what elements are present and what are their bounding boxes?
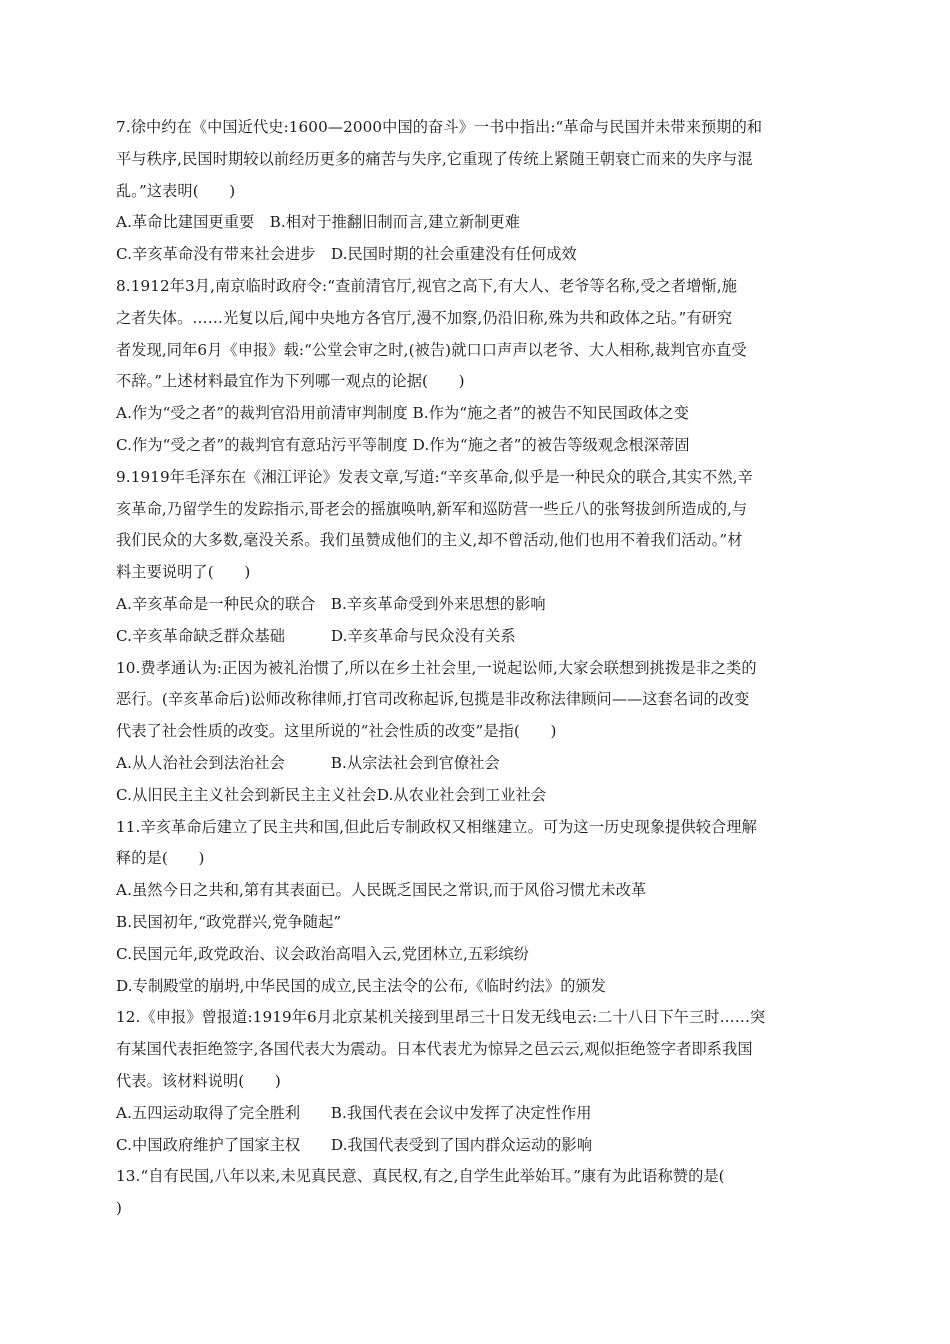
question-9	[116, 462, 836, 653]
question-text-line: 12.《申报》曾报道:1919年6月北京某机关接到里昂三十日发无线电云:二十八日下午三时……突	[116, 1008, 766, 1027]
question-text-line: )	[116, 1199, 123, 1218]
question-text-line: 代表了社会性质的改变。这里所说的“社会性质的改变”是指( )	[116, 722, 557, 741]
answer-option-b: B.民国初年,“政党群兴,党争随起”	[116, 912, 342, 931]
question-text-line: 乱。”这表明( )	[116, 181, 236, 200]
question-text-line: 11.辛亥革命后建立了民主共和国,但此后专制政权又相继建立。可为这一历史现象提供较合理解	[116, 817, 757, 836]
question-text-line: 释的是( )	[116, 849, 205, 868]
question-11	[116, 812, 836, 1003]
answer-option-a: A.虽然今日之共和,第有其表面已。人民既乏国民之常识,而于风俗习惯尤未改革	[116, 881, 647, 900]
question-13	[116, 1161, 836, 1225]
question-10	[116, 653, 836, 812]
question-text-line: 7.徐中约在《中国近代史:1600—2000中国的奋斗》一书中指出:“革命与民国并未带来预期的和	[116, 118, 763, 136]
answer-options-line: A.革命比建国更重要 B.相对于推翻旧制而言,建立新制更难	[116, 213, 521, 232]
question-7	[116, 112, 836, 271]
question-text-line: 料主要说明了( )	[116, 563, 251, 582]
question-text-line: 之者失体。……光复以后,闻中央地方各官厅,漫不加察,仍沿旧称,殊为共和政体之玷。”有研究	[116, 308, 733, 327]
question-text-line: 不辞。”上述材料最宜作为下列哪一观点的论据( )	[116, 372, 465, 391]
answer-option-c: C.民国元年,政党政治、议会政治高唱入云,党团林立,五彩缤纷	[116, 944, 530, 963]
answer-options-line: A.作为“受之者”的裁判官沿用前清审判制度 B.作为“施之者”的被告不知民国政体之变	[116, 404, 690, 423]
answer-options-line: C.辛亥革命缺乏群众基础 D.辛亥革命与民众没有关系	[116, 626, 516, 645]
question-text-line: 我们民众的大多数,毫没关系。我们虽赞成他们的主义,却不曾活动,他们也用不着我们活动。”材	[116, 531, 743, 550]
question-text-line: 10.费孝通认为:正因为被礼治惯了,所以在乡土社会里,一说起讼师,大家会联想到挑拨是非之类的	[116, 658, 757, 677]
question-text-line: 13.“自有民国,八年以来,未见真民意、真民权,有之,自学生此举始耳。”康有为此语称赞的是(	[116, 1167, 725, 1186]
document-page	[116, 112, 836, 1225]
answer-options-line: C.辛亥革命没有带来社会进步 D.民国时期的社会重建没有任何成效	[116, 245, 577, 264]
question-text-line: 亥革命,乃留学生的发踪指示,哥老会的摇旗唤呐,新军和巡防营一些丘八的张弩拔剑所造成的,与	[116, 499, 748, 518]
question-text-line: 者发现,同年6月《申报》载:“公堂会审之时,(被告)就口口声声以老爷、大人相称,裁判官亦直受	[116, 340, 747, 359]
question-8	[116, 271, 836, 462]
answer-options-line: A.五四运动取得了完全胜利 B.我国代表在会议中发挥了决定性作用	[116, 1103, 592, 1122]
answer-options-line: C.中国政府维护了国家主权 D.我国代表受到了国内群众运动的影响	[116, 1135, 593, 1154]
question-text-line: 恶行。(辛亥革命后)讼师改称律师,打官司改称起诉,包揽是非改称法律顾问——这套名词的改变	[116, 690, 750, 709]
answer-options-line: C.作为“受之者”的裁判官有意玷污平等制度 D.作为“施之者”的被告等级观念根深蒂固	[116, 435, 690, 454]
answer-options-line: A.辛亥革命是一种民众的联合 B.辛亥革命受到外来思想的影响	[116, 594, 546, 613]
question-text-line: 9.1919年毛泽东在《湘江评论》发表文章,写道:“辛亥革命,似乎是一种民众的联合,其实不然,辛	[116, 467, 753, 486]
answer-options-line: C.从旧民主主义社会到新民主主义社会D.从农业社会到工业社会	[116, 785, 547, 804]
question-text-line: 平与秩序,民国时期较以前经历更多的痛苦与失序,它重现了传统上紧随王朝衰亡而来的失序与混	[116, 149, 753, 168]
question-text-line: 8.1912年3月,南京临时政府令:“查前清官厅,视官之高下,有大人、老爷等名称,受之者增惭,施	[116, 276, 737, 295]
answer-option-d: D.专制殿堂的崩坍,中华民国的成立,民主法令的公布,《临时约法》的颁发	[116, 976, 607, 995]
question-text-line: 有某国代表拒绝签字,各国代表大为震动。日本代表尤为惊异之邑云云,观似拒绝签字者即系我国	[116, 1040, 753, 1059]
answer-options-line: A.从人治社会到法治社会 B.从宗法社会到官僚社会	[116, 753, 500, 772]
question-12	[116, 1002, 836, 1161]
question-text-line: 代表。该材料说明( )	[116, 1071, 281, 1090]
